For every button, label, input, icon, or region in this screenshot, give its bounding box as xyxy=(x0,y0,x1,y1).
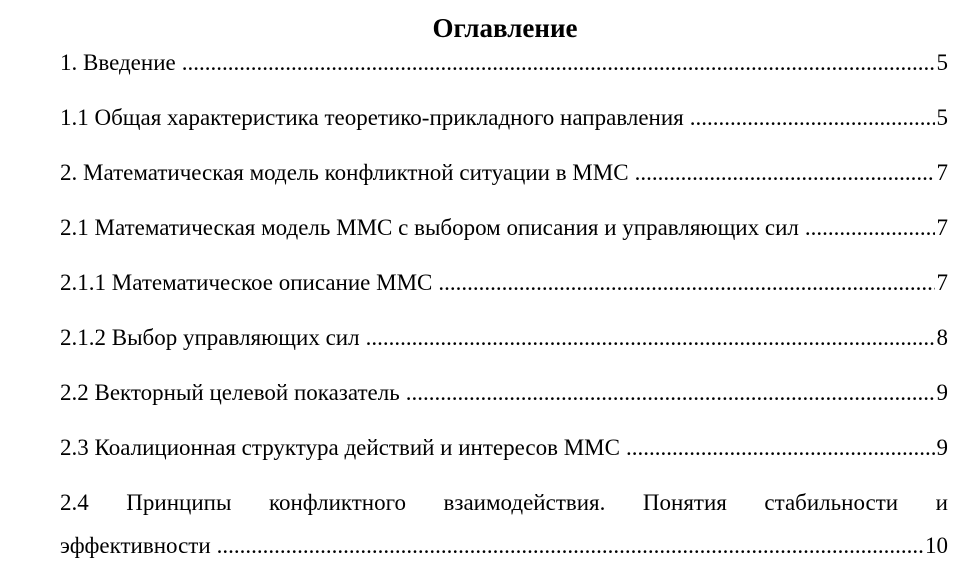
toc-word: конфликтного xyxy=(268,490,406,515)
toc-list xyxy=(60,43,948,566)
toc-entry-page: 10 xyxy=(925,533,948,558)
toc-entry-page: 5 xyxy=(936,105,948,130)
toc-entry-page: 7 xyxy=(936,270,948,295)
toc-entry-text: 2. Математическая модель конфликтной ситуации в ММС xyxy=(60,160,629,185)
toc-entry-text: 1.1 Общая характеристика теоретико-прикладного направления xyxy=(60,105,684,130)
toc-entry[interactable] xyxy=(60,428,948,483)
toc-word: и xyxy=(935,490,948,515)
toc-word: Принципы xyxy=(126,490,232,515)
toc-entry-page: 9 xyxy=(936,380,948,405)
toc-entry-text: 1. Введение xyxy=(60,50,176,75)
toc-entry[interactable] xyxy=(60,43,948,98)
dot-leader xyxy=(366,318,935,358)
dot-leader xyxy=(182,43,935,83)
dot-leader xyxy=(635,153,935,193)
toc-word: взаимодействия. xyxy=(443,490,606,515)
toc-entry-text: 2.2 Векторный целевой показатель xyxy=(60,380,400,405)
dot-leader xyxy=(438,263,934,303)
toc-entry-text: эффективности xyxy=(60,533,211,558)
dot-leader xyxy=(406,373,935,413)
toc-entry-line2 xyxy=(60,526,948,566)
dot-leader xyxy=(626,428,935,468)
toc-entry-page: 8 xyxy=(936,325,948,350)
dot-leader xyxy=(690,98,935,138)
dot-leader xyxy=(805,208,935,248)
toc-entry-multiline[interactable] xyxy=(60,483,948,566)
toc-entry-text: 2.1.2 Выбор управляющих сил xyxy=(60,325,360,350)
toc-entry-text: 2.3 Коалиционная структура действий и интересов ММС xyxy=(60,435,620,460)
toc-entry[interactable] xyxy=(60,318,948,373)
toc-word: 2.4 xyxy=(60,490,89,515)
toc-entry[interactable] xyxy=(60,153,948,208)
dot-leader xyxy=(217,526,923,566)
toc-word: Понятия xyxy=(642,490,727,515)
toc-entry-page: 9 xyxy=(936,435,948,460)
toc-entry[interactable] xyxy=(60,208,948,263)
toc-entry-line1 xyxy=(60,483,948,526)
toc-entry-page: 7 xyxy=(936,160,948,185)
toc-entry[interactable] xyxy=(60,373,948,428)
toc-entry[interactable] xyxy=(60,263,948,318)
toc-title: Оглавление xyxy=(432,13,578,43)
toc-entry-page: 7 xyxy=(936,215,948,240)
toc-entry-page: 5 xyxy=(936,50,948,75)
toc-entry[interactable] xyxy=(60,98,948,153)
toc-entry-text: 2.1.1 Математическое описание ММС xyxy=(60,270,433,295)
toc-entry-text: 2.1 Математическая модель ММС с выбором описания и управляющих сил xyxy=(60,215,799,240)
toc-word: стабильности xyxy=(764,490,899,515)
